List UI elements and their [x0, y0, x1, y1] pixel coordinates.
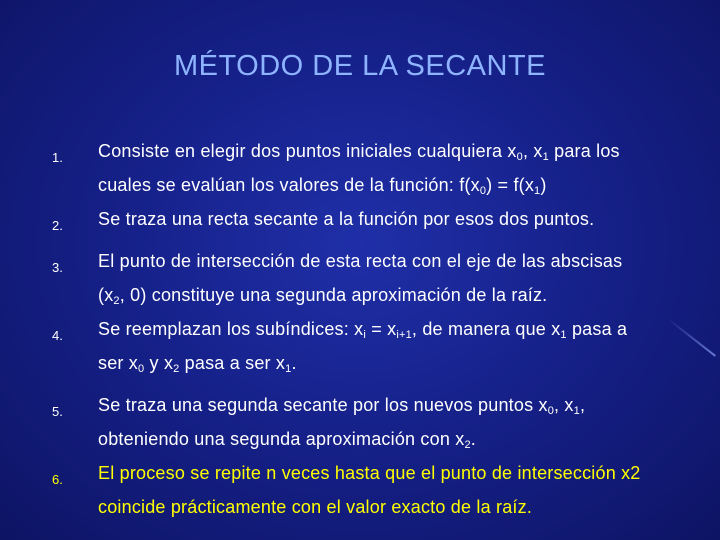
- subscript: 0: [547, 405, 555, 417]
- text-run: , x: [522, 141, 543, 161]
- list-item-line: [98, 251, 622, 272]
- list-item-line: [98, 353, 297, 374]
- list-item-line: [98, 463, 641, 484]
- text-run: Consiste en elegir dos puntos iniciales cualquiera x: [98, 141, 517, 161]
- list-item-line: [98, 285, 547, 306]
- text-run: Se reemplazan los subíndices: x: [98, 319, 364, 339]
- subscript: 1: [573, 405, 580, 417]
- text-run: coincide prácticamente con el valor exacto de la raíz.: [98, 497, 533, 517]
- text-run: pasa a ser x: [179, 353, 286, 373]
- text-run: cuales se evalúan los valores de la función: f(x: [98, 175, 480, 195]
- text-run: , de manera que x: [411, 319, 561, 339]
- list-item-line: [98, 429, 476, 450]
- text-run: ,: [579, 395, 586, 415]
- text-run: obteniendo una segunda aproximación con x: [98, 429, 465, 449]
- text-run: ): [540, 175, 547, 195]
- slide-title: MÉTODO DE LA SECANTE: [173, 50, 547, 82]
- list-item-number: 1.: [52, 150, 63, 165]
- text-run: .: [291, 353, 297, 373]
- text-run: El punto de intersección de esta recta con el eje de las abscisas: [98, 251, 623, 271]
- text-run: El proceso se repite n veces hasta que el punto de intersección x2: [98, 463, 641, 483]
- list-item-line: [98, 209, 594, 230]
- decorative-line: [667, 318, 716, 357]
- subscript: 1: [534, 185, 541, 197]
- list-item-number: 3.: [52, 260, 63, 275]
- text-run: = x: [366, 319, 397, 339]
- list-item-line: [98, 497, 532, 518]
- list-item-number: 2.: [52, 218, 63, 233]
- subscript: 2: [113, 295, 120, 307]
- list-item-line: [98, 319, 627, 340]
- subscript: 1: [560, 329, 567, 341]
- text-run: Se traza una segunda secante por los nuevos puntos x: [98, 395, 548, 415]
- text-run: ser x: [98, 353, 139, 373]
- subscript: 2: [464, 439, 471, 451]
- text-run: Se traza una recta secante a la función por esos dos puntos.: [98, 209, 595, 229]
- text-run: para los: [548, 141, 620, 161]
- text-run: , 0) constituye una segunda aproximación de la raíz.: [119, 285, 548, 305]
- subscript: 2: [173, 363, 180, 375]
- subscript: 0: [138, 363, 145, 375]
- text-run: ) = f(x: [486, 175, 535, 195]
- list-item-number: 5.: [52, 404, 63, 419]
- subscript: 0: [479, 185, 487, 197]
- text-run: (x: [98, 285, 114, 305]
- list-item-number: 4.: [52, 328, 63, 343]
- list-item-line: [98, 175, 547, 196]
- text-run: pasa a: [566, 319, 628, 339]
- subscript: i: [363, 329, 366, 341]
- subscript: i+1: [396, 329, 412, 341]
- subscript: 1: [542, 151, 549, 163]
- list-item-number: 6.: [52, 472, 63, 487]
- subscript: 1: [285, 363, 292, 375]
- text-run: y x: [144, 353, 174, 373]
- text-run: .: [470, 429, 476, 449]
- list-item-line: [98, 141, 620, 162]
- list-item-line: [98, 395, 585, 416]
- subscript: 0: [516, 151, 523, 163]
- text-run: , x: [554, 395, 574, 415]
